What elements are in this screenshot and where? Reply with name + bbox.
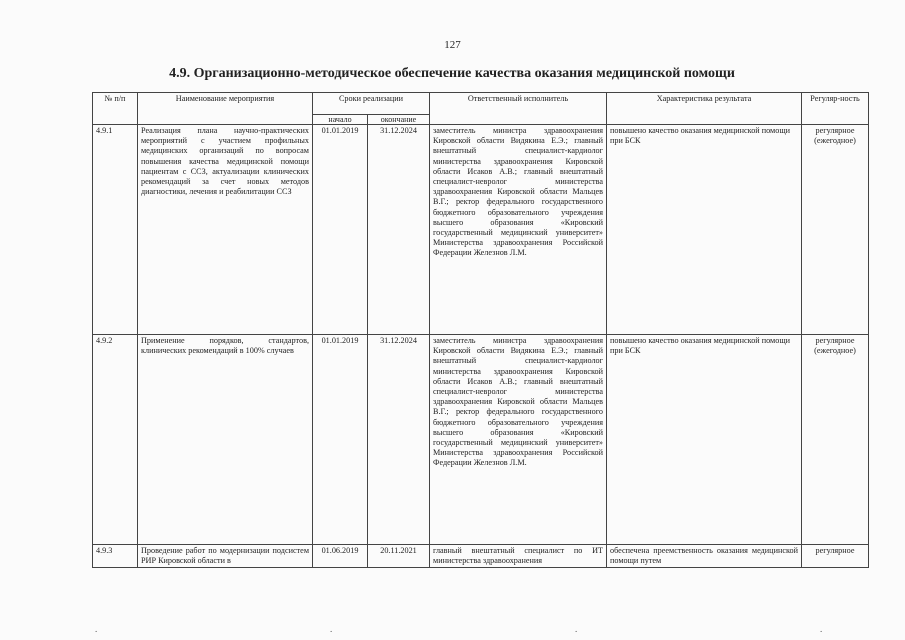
measures-table xyxy=(92,92,869,568)
row-regularity: регулярное xyxy=(802,545,869,568)
row-result: повышено качество оказания медицинской помощи при БСК xyxy=(607,125,802,335)
row-num: 4.9.2 xyxy=(93,335,138,545)
row-regularity: регулярное (ежегодное) xyxy=(802,125,869,335)
row-start: 01.01.2019 xyxy=(313,335,368,545)
header-end: окончание xyxy=(368,115,430,125)
row-num: 4.9.1 xyxy=(93,125,138,335)
header-result: Характеристика результата xyxy=(607,93,802,125)
row-name: Применение порядков, стандартов, клинических рекомендаций в 100% случаев xyxy=(138,335,313,545)
scan-dot: . xyxy=(820,624,823,634)
row-end: 20.11.2021 xyxy=(368,545,430,568)
row-start: 01.06.2019 xyxy=(313,545,368,568)
table-row xyxy=(93,125,869,335)
row-num: 4.9.3 xyxy=(93,545,138,568)
row-result: обеспечена преемственность оказания медицинской помощи путем xyxy=(607,545,802,568)
row-name: Проведение работ по модернизации подсистем РИР Кировской области в xyxy=(138,545,313,568)
table-row xyxy=(93,545,869,568)
row-executor: главный внештатный специалист по ИТ министерства здравоохранения xyxy=(430,545,607,568)
header-start: начало xyxy=(313,115,368,125)
page-number: 127 xyxy=(444,39,461,51)
header-terms: Сроки реализации xyxy=(313,93,430,115)
header-regularity: Регуляр-ность xyxy=(802,93,869,125)
section-title: 4.9. Организационно-методическое обеспечение качества оказания медицинской помощи xyxy=(169,66,735,81)
row-end: 31.12.2024 xyxy=(368,125,430,335)
row-result: повышено качество оказания медицинской помощи при БСК xyxy=(607,335,802,545)
header-executor: Ответственный исполнитель xyxy=(430,93,607,125)
header-name: Наименование мероприятия xyxy=(138,93,313,125)
row-executor: заместитель министра здравоохранения Кировской области Видякина Е.Э.; главный внештатный специалист-кардиолог министерства здравоохранения Кировской области Исаков А.В.; главный внештатный специалист-невролог министерства здравоохранения Кировской области Мальцев В.Г.; ректор федерального государственного бюджетного образовательного учреждения высшего образования «Кировский государственный медицинский университет» Министерства здравоохранения Российской Федерации Железнов Л.М. xyxy=(430,125,607,335)
scan-dot: . xyxy=(95,624,98,634)
scan-dot: . xyxy=(575,624,578,634)
header-num: № п/п xyxy=(93,93,138,125)
table-row xyxy=(93,335,869,545)
row-start: 01.01.2019 xyxy=(313,125,368,335)
row-executor: заместитель министра здравоохранения Кировской области Видякина Е.Э.; главный внештатный специалист-кардиолог министерства здравоохранения Кировской области Исаков А.В.; главный внештатный специалист-невролог министерства здравоохранения Кировской области Мальцев В.Г.; ректор федерального государственного бюджетного образовательного учреждения высшего образования «Кировский государственный медицинский университет» Министерства здравоохранения Российской Федерации Железнов Л.М. xyxy=(430,335,607,545)
row-name: Реализация плана научно-практических мероприятий с участием профильных медицинских организаций по вопросам повышения качества медицинской помощи пациентам с ССЗ, актуализации клинических рекомендаций за счет новых методов диагностики, лечения и реабилитации ССЗ xyxy=(138,125,313,335)
row-end: 31.12.2024 xyxy=(368,335,430,545)
scan-dot: . xyxy=(330,624,333,634)
row-regularity: регулярное (ежегодное) xyxy=(802,335,869,545)
